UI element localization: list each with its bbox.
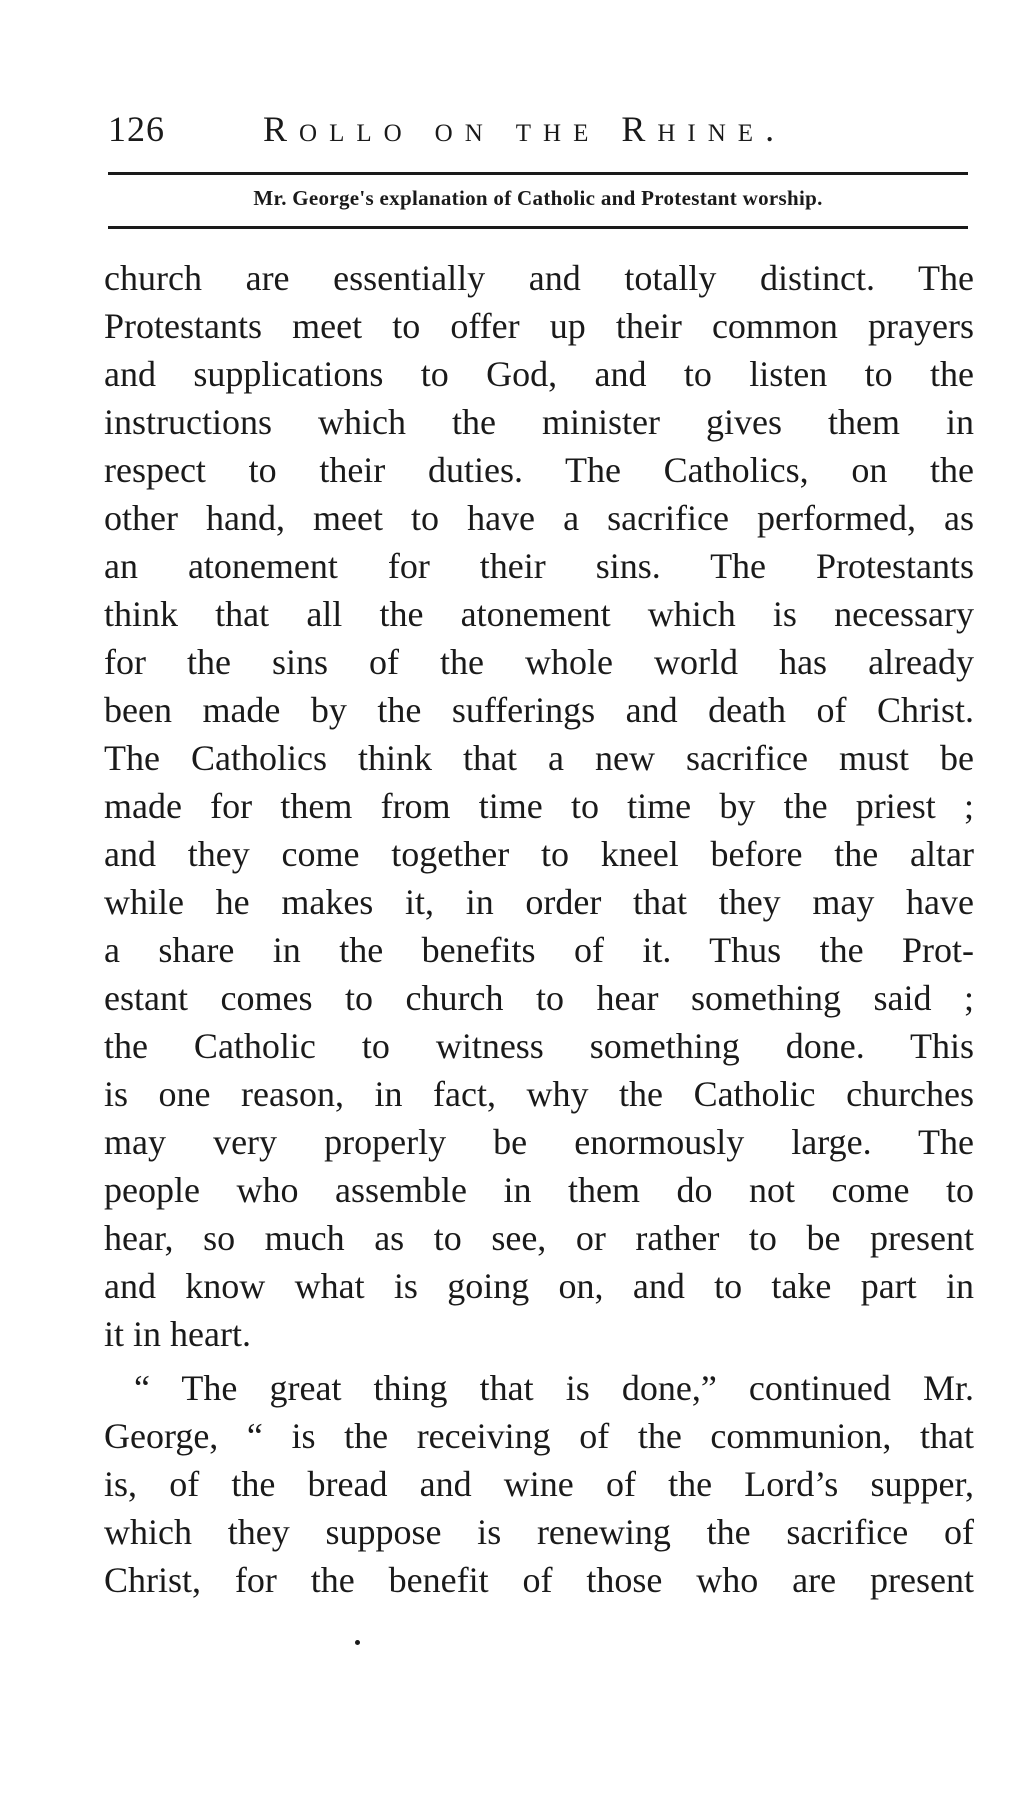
text-line: and supplications to God, and to listen to the [104,354,974,394]
text-line: is, of the bread and wine of the Lord’s supper, [104,1464,974,1504]
body-text [104,254,974,1604]
text-line: church are essentially and totally distinct. The [104,258,974,298]
text-line: people who assemble in them do not come to [104,1170,974,1210]
text-line: estant comes to church to hear something said ; [104,978,974,1018]
page-number: 126 [108,109,165,149]
book-title: Rollo on the Rhine. [263,109,787,149]
text-line: and they come together to kneel before the altar [104,834,974,874]
text-line: been made by the sufferings and death of Christ. [104,690,974,730]
text-line: is one reason, in fact, why the Catholic churches [104,1074,974,1114]
text-line: respect to their duties. The Catholics, on the [104,450,974,490]
text-line: think that all the atonement which is necessary [104,594,974,634]
text-line: The Catholics think that a new sacrifice must be [104,738,974,778]
header-rule-bottom [108,226,968,229]
text-line: an atonement for their sins. The Protestants [104,546,974,586]
text-line: it in heart. [104,1314,251,1354]
text-line: while he makes it, in order that they may have [104,882,974,922]
text-line: Christ, for the benefit of those who are present [104,1560,974,1600]
text-line: a share in the benefits of it. Thus the Prot- [104,930,974,970]
text-line: for the sins of the whole world has already [104,642,974,682]
text-line: made for them from time to time by the priest ; [104,786,974,826]
text-line: other hand, meet to have a sacrifice performed, as [104,498,974,538]
text-line: the Catholic to witness something done. This [104,1026,974,1066]
chapter-caption: Mr. George's explanation of Catholic and Protestant worship. [253,186,823,210]
text-line: and know what is going on, and to take part in [104,1266,974,1306]
text-line: may very properly be enormously large. The [104,1122,974,1162]
text-line: “ The great thing that is done,” continued Mr. [134,1368,974,1408]
text-line: hear, so much as to see, or rather to be present [104,1218,974,1258]
text-line: which they suppose is renewing the sacrifice of [104,1512,974,1552]
text-line: Protestants meet to offer up their common prayers [104,306,974,346]
text-line: instructions which the minister gives them in [104,402,974,442]
running-head [108,108,968,158]
text-line: George, “ is the receiving of the communion, that [104,1416,974,1456]
ink-speck [355,1640,360,1645]
header-rule-top [108,172,968,175]
